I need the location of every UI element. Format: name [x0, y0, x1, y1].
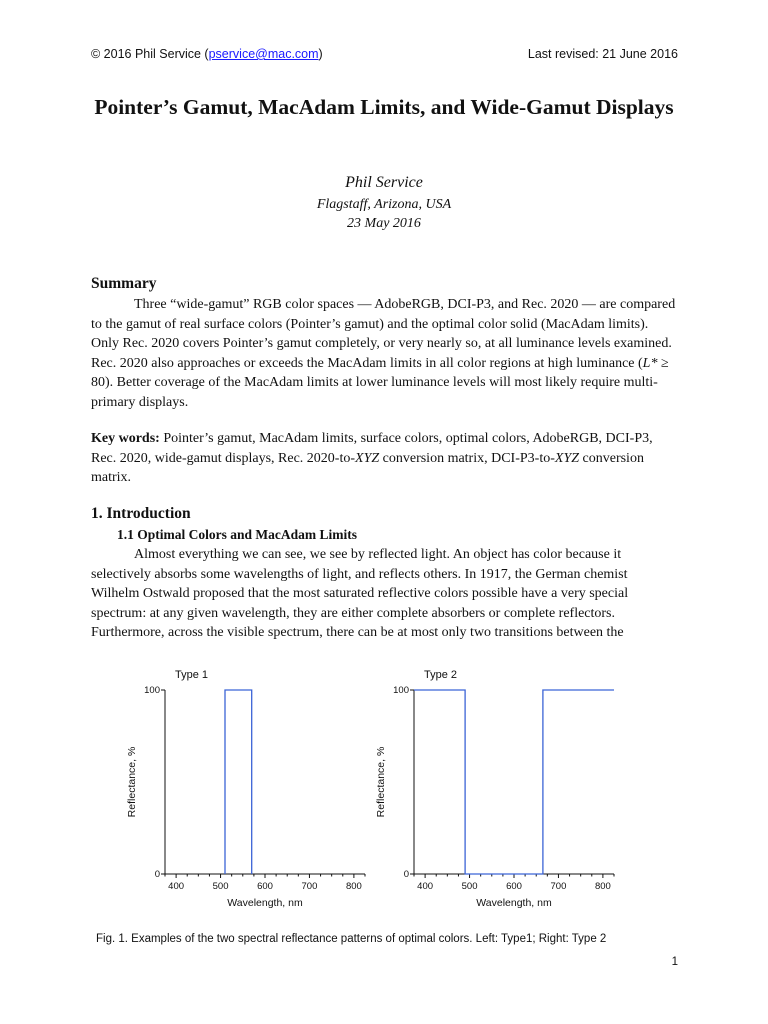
keywords-xyz-1: XYZ [355, 450, 380, 466]
chart-left-x-tick-label: 500 [212, 881, 229, 892]
chart-left-x-tick-label: 700 [301, 881, 318, 892]
chart-right-title: Type 2 [424, 669, 458, 681]
introduction-paragraph [91, 545, 677, 643]
chart-right-x-tick-label: 600 [506, 881, 522, 892]
keywords-text-3: conversion matrix. [91, 450, 644, 486]
revision-date: Last revised: 21 June 2016 [527, 47, 678, 61]
summary-heading: Summary [91, 275, 157, 292]
author-affiliation: Flagstaff, Arizona, USA [316, 197, 452, 212]
introduction-heading: 1. Introduction [91, 505, 191, 522]
summary-text-part-2: ≥ 80). Better coverage of the MacAdam limits at lower luminance levels will most likely require multi-primary displays. [91, 355, 669, 410]
keywords-text-2: conversion matrix, DCI-P3-to- [379, 450, 555, 466]
page-number: 1 [671, 956, 678, 968]
chart-left-y-tick-label: 100 [144, 685, 160, 696]
copyright-suffix: ) [318, 47, 323, 61]
paper-date: 23 May 2016 [347, 216, 421, 231]
chart-right-x-tick-label: 700 [550, 881, 567, 892]
chart-right-y-axis-label: Reflectance, % [375, 746, 387, 818]
summary-text-part-1: Three “wide-gamut” RGB color spaces — AdobeRGB, DCI-P3, and Rec. 2020 — are compared to the gamut of real surface colors (Pointer’s gamut) and the optimal color solid (MacAdam limits). Only Rec. 2020 covers Pointer’s gamut completely, or very nearly so, at all luminance levels examined. Rec. 2020 also approaches or exceeds the MacAdam limits in all color regions at high luminance ( [91, 297, 676, 371]
chart-right-x-tick-label: 800 [594, 881, 611, 892]
chart-right-x-tick-label: 400 [417, 881, 434, 892]
chart-right-y-tick-label: 0 [403, 869, 409, 880]
chart-right-x-tick-label: 500 [461, 881, 478, 892]
chart-left-x-axis-label: Wavelength, nm [227, 897, 303, 909]
author-name: Phil Service [345, 174, 423, 191]
figure-1-charts [120, 662, 640, 912]
chart-left-x-tick-label: 800 [345, 881, 362, 892]
chart-left-x-tick-label: 400 [168, 881, 185, 892]
keywords-label: Key words: [91, 431, 160, 446]
introduction-text: Almost everything we can see, we see by reflected light. An object has color because it selectively absorbs some wavelengths of light, and reflects others. In 1917, the German chemist Wilhelm Ostwald proposed that the most saturated reflective colors possible have a very special spectrum: at any given wavelength, they are either complete absorbers or complete reflectors. Furthermore, across the visible spectrum, there can be at most only two transitions between the [91, 547, 629, 641]
email-link[interactable]: pservice@mac.com [208, 47, 319, 61]
chart-right-reflectance-line [414, 690, 614, 874]
chart-left-x-tick-label: 600 [257, 881, 273, 892]
chart-left-y-axis-label: Reflectance, % [126, 746, 138, 818]
chart-left-y-tick-label: 0 [154, 869, 160, 880]
section-1-1-heading: 1.1 Optimal Colors and MacAdam Limits [117, 527, 358, 542]
chart-right-x-axis-label: Wavelength, nm [476, 897, 552, 909]
paper-title: Pointer’s Gamut, MacAdam Limits, and Wide-Gamut Displays [94, 95, 674, 119]
chart-right-y-tick-label: 100 [393, 685, 409, 696]
summary-paragraph [91, 295, 677, 413]
keywords-xyz-2: XYZ [554, 450, 580, 466]
figure-caption: Fig. 1. Examples of the two spectral reflectance patterns of optimal colors. Left: Type1; Right: Type 2 [96, 933, 607, 945]
keywords-text-1: Pointer’s gamut, MacAdam limits, surface colors, optimal colors, AdobeRGB, DCI-P3, Rec. 2020, wide-gamut displays, Rec. 2020-to- [91, 431, 653, 466]
chart-left-title: Type 1 [175, 669, 209, 681]
chart-left-reflectance-line [225, 690, 252, 874]
copyright-prefix: © 2016 Phil Service ( [91, 47, 209, 61]
lightness-symbol: L* [642, 355, 658, 371]
keywords-paragraph [91, 429, 677, 488]
copyright-line [91, 47, 323, 61]
